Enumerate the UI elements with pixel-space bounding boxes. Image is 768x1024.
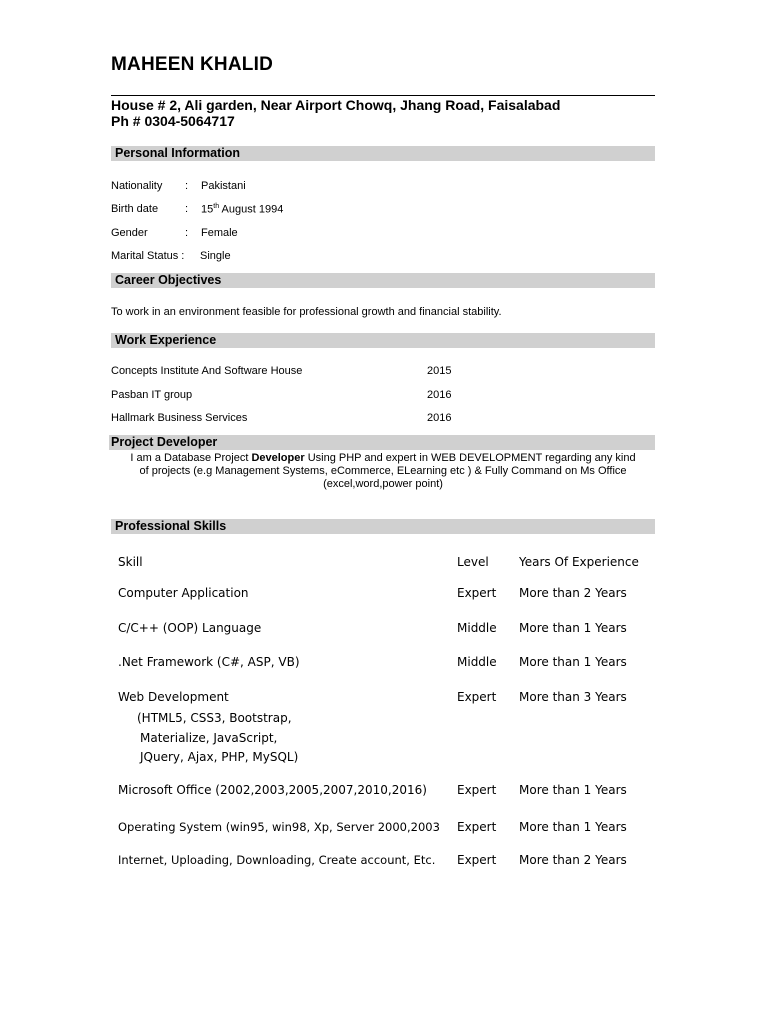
header-rule: [111, 95, 655, 96]
skill-years: More than 1 Years: [519, 783, 627, 797]
field-colon: :: [185, 227, 189, 239]
section-title: Professional Skills: [115, 519, 227, 533]
birth-month-year: August 1994: [219, 203, 284, 216]
web-dev-detail: JQuery, Ajax, PHP, MySQL): [140, 750, 299, 764]
field-value: Pakistani: [201, 180, 246, 192]
skill-name: C/C++ (OOP) Language: [118, 621, 262, 635]
skill-level: Expert: [457, 690, 497, 704]
candidate-name: MAHEEN KHALID: [111, 54, 273, 75]
company-name: Pasban IT group: [111, 389, 193, 401]
skill-years: More than 2 Years: [519, 853, 627, 867]
project-description: [111, 452, 655, 491]
skill-name: Web Development: [118, 690, 229, 704]
section-career-objectives: [111, 273, 655, 288]
company-name: Concepts Institute And Software House: [111, 365, 303, 377]
company-name: Hallmark Business Services: [111, 412, 248, 424]
field-colon: :: [185, 203, 189, 215]
project-line-1: [111, 452, 655, 465]
skill-column-header: Skill: [118, 555, 143, 569]
field-colon: :: [185, 180, 189, 192]
skill-name: Internet, Uploading, Downloading, Create account, Etc.: [118, 853, 436, 867]
field-value: Single: [200, 250, 231, 262]
section-title: Career Objectives: [115, 273, 222, 287]
address-line: House # 2, Ali garden, Near Airport Chowq, Jhang Road, Faisalabad: [111, 97, 561, 113]
project-text: Using PHP and expert in WEB DEVELOPMENT regarding any kind: [304, 452, 636, 464]
skill-level: Expert: [457, 586, 497, 600]
section-personal-information: [111, 146, 655, 161]
field-value: Female: [201, 227, 238, 239]
field-label: Gender: [111, 227, 148, 239]
project-line-2: of projects (e.g Management Systems, eCommerce, ELearning etc ) & Fully Command on Ms Office: [139, 465, 627, 477]
field-label: Nationality: [111, 180, 163, 192]
years-column-header: Years Of Experience: [519, 555, 639, 569]
birth-day: 15: [201, 203, 214, 216]
career-objective-text: To work in an environment feasible for professional growth and financial stability.: [111, 306, 502, 318]
field-value: [201, 203, 283, 216]
skill-name: Operating System (win95, win98, Xp, Server 2000,2003: [118, 820, 440, 834]
skill-name: Computer Application: [118, 586, 249, 600]
section-project-developer: [109, 435, 655, 450]
level-column-header: Level: [457, 555, 489, 569]
web-dev-detail: (HTML5, CSS3, Bootstrap,: [137, 711, 292, 725]
birth-day-suffix: th: [213, 203, 220, 210]
section-title: Project Developer: [111, 435, 218, 449]
work-year: 2015: [427, 365, 452, 377]
skill-level: Middle: [457, 621, 497, 635]
work-year: 2016: [427, 412, 452, 424]
skill-years: More than 1 Years: [519, 655, 627, 669]
field-label: Birth date: [111, 203, 159, 215]
web-dev-detail: Materialize, JavaScript,: [140, 731, 278, 745]
field-label: Marital Status :: [111, 250, 185, 262]
section-work-experience: [111, 333, 655, 348]
skill-level: Expert: [457, 853, 497, 867]
skill-name: .Net Framework (C#, ASP, VB): [118, 655, 300, 669]
skill-years: More than 3 Years: [519, 690, 627, 704]
work-year: 2016: [427, 389, 452, 401]
skill-years: More than 1 Years: [519, 621, 627, 635]
skill-level: Middle: [457, 655, 497, 669]
skill-years: More than 2 Years: [519, 586, 627, 600]
project-line-3: (excel,word,power point): [323, 478, 443, 490]
phone-line: Ph # 0304-5064717: [111, 113, 235, 129]
skill-name: Microsoft Office (2002,2003,2005,2007,2010,2016): [118, 783, 427, 797]
skill-level: Expert: [457, 783, 497, 797]
skill-years: More than 1 Years: [519, 820, 627, 834]
section-professional-skills: [111, 519, 655, 534]
section-title: Work Experience: [115, 333, 217, 347]
section-title: Personal Information: [115, 146, 241, 160]
project-emphasis: Developer: [251, 452, 305, 464]
contact-block: [111, 97, 560, 129]
skill-level: Expert: [457, 820, 497, 834]
project-text: I am a Database Project: [130, 452, 252, 464]
